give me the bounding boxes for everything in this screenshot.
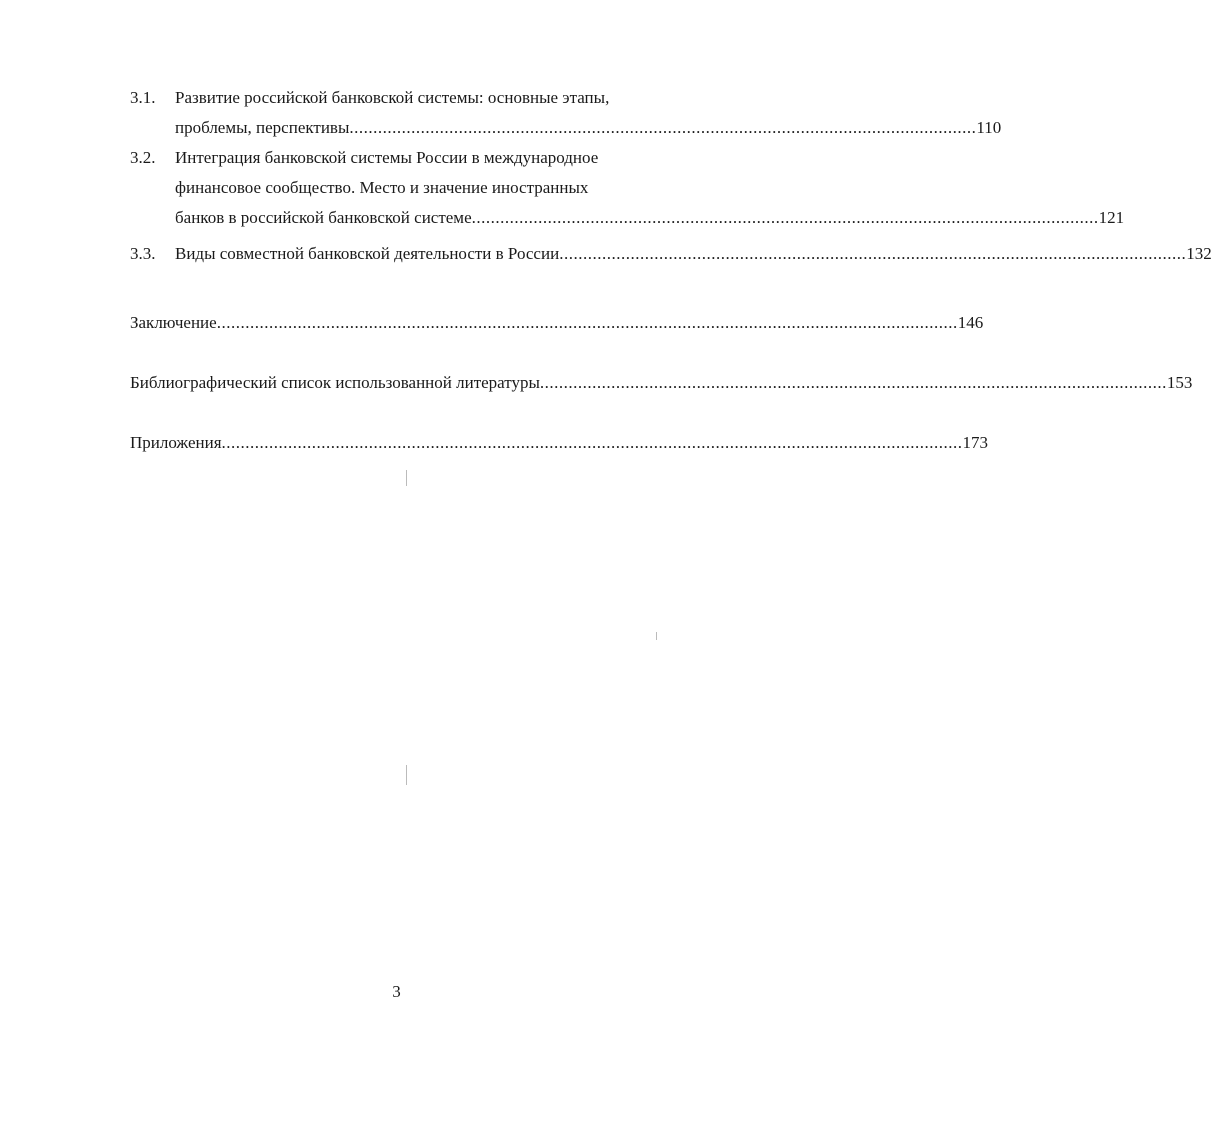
toc-entry-page: 110 [976,118,1002,137]
toc-entry-page: 146 [957,313,984,332]
scan-speck [406,470,407,486]
toc-leader-dots: .................................................................................................................................... [349,118,977,137]
toc-entry-text: Интеграция банковской системы России в международное [175,148,599,167]
toc-entry-page: 132 [1186,244,1212,263]
toc-entry-text: Заключение [130,313,217,332]
toc-leader-dots: .................................................................................................................................... [539,373,1167,392]
toc-entry-text: Библиографический список использованной литературы [130,373,540,392]
toc-entry-text: Развитие российской банковской системы: основные этапы, [175,88,610,107]
toc-entry-text: Приложения [130,433,222,452]
toc-leader-dots: ............................................................................................................................................................ [216,313,958,332]
toc-entry-number: 3.1. [130,88,156,107]
toc-entry-text: проблемы, перспективы [175,118,350,137]
scan-speck [656,632,657,640]
page-number: 3 [392,982,401,1001]
toc-leader-dots: ............................................................................................................................................................ [221,433,963,452]
scan-speck [406,765,407,785]
toc-entry-page: 121 [1098,208,1125,227]
toc-entry-text: Виды совместной банковской деятельности в России [175,244,560,263]
toc-entry-number: 3.3. [130,244,156,263]
toc-leader-dots: .................................................................................................................................... [471,208,1099,227]
toc-entry-number: 3.2. [130,148,156,167]
toc-entry-page: 173 [962,433,989,452]
toc-entry-text: финансовое сообщество. Место и значение иностранных [175,178,589,197]
toc-leader-dots: .................................................................................................................................... [559,244,1187,263]
toc-entry-text: банков в российской банковской системе [175,208,472,227]
toc-entry-page: 153 [1166,373,1193,392]
